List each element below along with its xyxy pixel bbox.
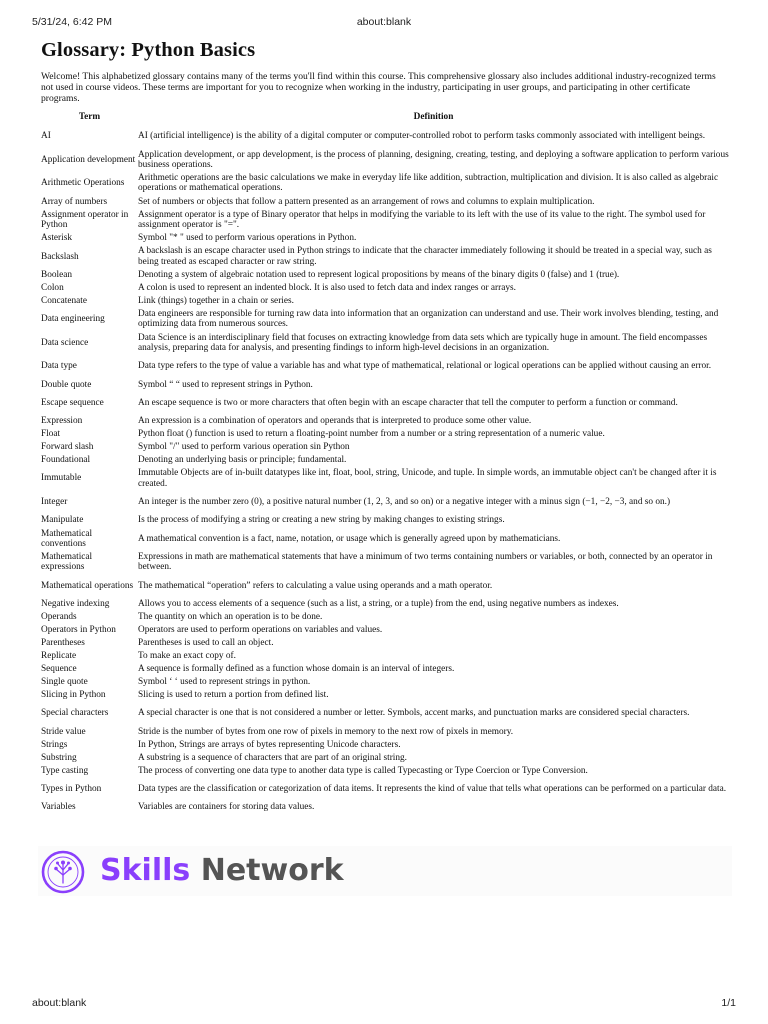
glossary-row bbox=[41, 611, 729, 624]
glossary-row bbox=[41, 637, 729, 650]
brand-name bbox=[100, 851, 344, 891]
glossary-term: Arithmetic Operations bbox=[41, 178, 125, 189]
glossary-definition: In Python, Strings are arrays of bytes representing Unicode characters. bbox=[138, 739, 401, 750]
glossary-term: Sequence bbox=[41, 664, 77, 675]
glossary-definition: An expression is a combination of operators and operands that is interpreted to produce some other value. bbox=[138, 416, 532, 427]
brand-word-skills: Skills bbox=[100, 853, 191, 888]
glossary-term: Replicate bbox=[41, 651, 77, 662]
glossary-definition: Allows you to access elements of a sequence (such as a list, a string, or a tuple) from the end, using negative numbers as indexes. bbox=[138, 599, 619, 610]
page-number: 1/1 bbox=[721, 997, 736, 1009]
glossary-term: Array of numbers bbox=[41, 196, 108, 207]
glossary-definition: Python float () function is used to return a floating-point number from a number or a string representation of a numeric value. bbox=[138, 429, 605, 440]
glossary-term: Stride value bbox=[41, 726, 86, 737]
glossary-term: Integer bbox=[41, 497, 68, 508]
glossary-term: Boolean bbox=[41, 269, 72, 280]
glossary-row bbox=[41, 124, 729, 148]
glossary-term: Mathematical expressions bbox=[41, 552, 93, 573]
glossary-term: Negative indexing bbox=[41, 599, 110, 610]
glossary-row bbox=[41, 208, 729, 232]
glossary-definition: The process of converting one data type to another data type is called Typecasting or Type Coercion or Type Conversion. bbox=[138, 765, 588, 776]
glossary-row bbox=[41, 454, 729, 467]
glossary-row bbox=[41, 751, 729, 764]
glossary-term: Special characters bbox=[41, 708, 109, 719]
glossary-term: Assignment operator in Python bbox=[41, 209, 129, 230]
glossary-definition: A substring is a sequence of characters that are part of an original string. bbox=[138, 752, 408, 763]
glossary-term: Manipulate bbox=[41, 515, 84, 526]
glossary-term: Application development bbox=[41, 154, 136, 165]
glossary-definition: An escape sequence is two or more characters that often begin with an escape character that tell the computer to perform a function or command. bbox=[138, 397, 678, 408]
glossary-definition: Is the process of modifying a string or creating a new string by making changes to existing strings. bbox=[138, 515, 505, 526]
glossary-row bbox=[41, 232, 729, 245]
glossary-definition: Assignment operator is a type of Binary operator that helps in modifying the variable to its left with the use of its value to the right. The symbol used for assignment operator is "=". bbox=[138, 209, 706, 230]
glossary-row bbox=[41, 777, 729, 801]
tree-circle-icon bbox=[41, 850, 85, 894]
glossary-definition: Symbol “ “ used to represent strings in Python. bbox=[138, 379, 313, 390]
glossary-term: Data type bbox=[41, 361, 77, 372]
glossary-term: Expression bbox=[41, 416, 83, 427]
glossary-definition: Data engineers are responsible for turning raw data into information that an organization can understand and use. Their work involves blending, testing, and optimizing data from numerous sources. bbox=[138, 309, 719, 330]
glossary-row bbox=[41, 195, 729, 208]
glossary-term: Asterisk bbox=[41, 233, 72, 244]
glossary-row bbox=[41, 268, 729, 281]
glossary-term: Data science bbox=[41, 337, 89, 348]
glossary-term: Substring bbox=[41, 752, 77, 763]
glossary-row bbox=[41, 514, 729, 527]
glossary-definition: A special character is one that is not considered a number or letter. Symbols, accent marks, and punctuation marks are considered special characters. bbox=[138, 708, 690, 719]
glossary-row bbox=[41, 331, 729, 355]
glossary-term: Concatenate bbox=[41, 295, 87, 306]
glossary-row bbox=[41, 725, 729, 738]
glossary-term: Mathematical operations bbox=[41, 580, 134, 591]
glossary-term: Operands bbox=[41, 612, 77, 623]
glossary-definition: Variables are containers for storing data values. bbox=[138, 802, 315, 813]
footer-url: about:blank bbox=[32, 997, 87, 1009]
print-footer bbox=[32, 997, 736, 1011]
glossary-definition: Symbol "/" used to perform various operation sin Python bbox=[138, 442, 350, 453]
definition-column-header: Definition bbox=[413, 112, 454, 123]
glossary-row bbox=[41, 391, 729, 415]
glossary-term: Variables bbox=[41, 802, 76, 813]
glossary-row bbox=[41, 624, 729, 637]
skills-network-logo bbox=[38, 846, 732, 896]
glossary-term: Slicing in Python bbox=[41, 690, 106, 701]
glossary-definition: Data type refers to the type of value a variable has and what type of mathematical, relational or logical operations can be applied without causing an error. bbox=[138, 361, 712, 372]
glossary-row bbox=[41, 650, 729, 663]
glossary-term: AI bbox=[41, 131, 51, 142]
glossary-row bbox=[41, 574, 729, 598]
glossary-definition: Data types are the classification or categorization of data items. It represents the kind of value that tells what operations can be performed on a particular data. bbox=[138, 784, 727, 795]
glossary-definition: Denoting a system of algebraic notation used to represent logical propositions by means of the binary digits 0 (false) and 1 (true). bbox=[138, 269, 620, 280]
glossary-term: Escape sequence bbox=[41, 397, 104, 408]
glossary-definition: A backslash is an escape character used in Python strings to indicate that the character immediately following it should be treated in a special way, such as being treated as escaped character or raw string. bbox=[138, 246, 712, 267]
term-column-header: Term bbox=[78, 112, 101, 123]
glossary-row bbox=[41, 702, 729, 726]
glossary-term: Operators in Python bbox=[41, 625, 116, 636]
glossary-row bbox=[41, 428, 729, 441]
brand-word-network: Network bbox=[200, 853, 344, 888]
glossary-term: Backslash bbox=[41, 251, 79, 262]
glossary-row bbox=[41, 738, 729, 751]
glossary-row bbox=[41, 801, 729, 814]
glossary-definition: The mathematical “operation” refers to calculating a value using operands and a math operator. bbox=[138, 580, 493, 591]
glossary-definition: Immutable Objects are of in-built datatypes like int, float, bool, string, Unicode, and tuple. In simple words, an immutable object can't be changed after it is created. bbox=[138, 468, 717, 489]
glossary-row bbox=[41, 294, 729, 307]
glossary-row bbox=[41, 441, 729, 454]
document-content bbox=[41, 38, 729, 814]
glossary-term: Immutable bbox=[41, 473, 82, 484]
glossary-term: Single quote bbox=[41, 677, 88, 688]
glossary-definition: Symbol "* " used to perform various operations in Python. bbox=[138, 233, 357, 244]
glossary-definition: Denoting an underlying basis or principle; fundamental. bbox=[138, 455, 347, 466]
glossary-row bbox=[41, 281, 729, 294]
print-datetime: 5/31/24, 6:42 PM bbox=[32, 16, 112, 28]
glossary-term: Strings bbox=[41, 739, 68, 750]
glossary-term: Float bbox=[41, 429, 61, 440]
glossary-definition: Slicing is used to return a portion from defined list. bbox=[138, 690, 329, 701]
glossary-term: Forward slash bbox=[41, 442, 94, 453]
glossary-definition: A colon is used to represent an indented block. It is also used to fetch data and index ranges or arrays. bbox=[138, 282, 516, 293]
glossary-term: Types in Python bbox=[41, 784, 102, 795]
glossary-term: Double quote bbox=[41, 379, 92, 390]
glossary-row bbox=[41, 490, 729, 514]
glossary-definition: A mathematical convention is a fact, name, notation, or usage which is generally agreed upon by mathematicians. bbox=[138, 533, 561, 544]
glossary-term: Type casting bbox=[41, 765, 89, 776]
glossary-header-row bbox=[41, 112, 729, 124]
glossary-definition: Application development, or app development, is the process of planning, designing, creating, testing, and deploying a software application to perform various business operations. bbox=[138, 149, 729, 170]
glossary-definition: Arithmetic operations are the basic calculations we make in everyday life like addition, subtraction, multiplication and division. It is also called as algebraic operations or mathematical operations. bbox=[138, 173, 719, 194]
glossary-row bbox=[41, 378, 729, 391]
glossary-row bbox=[41, 764, 729, 777]
glossary-term: Mathematical conventions bbox=[41, 528, 93, 549]
page-title: Glossary: Python Basics bbox=[41, 39, 256, 61]
glossary-row bbox=[41, 355, 729, 379]
glossary-row bbox=[41, 676, 729, 689]
glossary-definition: Data Science is an interdisciplinary field that focuses on extracting knowledge from data sets which are typically huge in amount. The field encompasses analysis, preparing data for analysis, and presenting findings to inform high-level decisions in an organization. bbox=[138, 332, 708, 353]
glossary-definition: Operators are used to perform operations on variables and values. bbox=[138, 625, 383, 636]
glossary-definition: The quantity on which an operation is to be done. bbox=[138, 612, 323, 623]
glossary-row bbox=[41, 172, 729, 196]
glossary-body bbox=[41, 124, 729, 814]
glossary-definition: Link (things) together in a chain or series. bbox=[138, 295, 294, 306]
glossary-row bbox=[41, 689, 729, 702]
glossary-definition: AI (artificial intelligence) is the ability of a digital computer or computer-controlled robot to perform tasks commonly associated with intelligent beings. bbox=[138, 131, 706, 142]
print-header bbox=[32, 16, 736, 30]
glossary-row bbox=[41, 467, 729, 491]
glossary-row bbox=[41, 245, 729, 269]
glossary-row bbox=[41, 551, 729, 575]
intro-paragraph: Welcome! This alphabetized glossary contains many of the terms you'll find within this course. This comprehensive glossary also includes additional industry-recognized terms not used in course videos. These terms are important for you to recognize when working in the industry, participating in user groups, and participating in other certificate programs. bbox=[41, 71, 716, 104]
glossary-row bbox=[41, 415, 729, 428]
glossary-definition: Symbol ‘ ‘ used to represent strings in python. bbox=[138, 677, 311, 688]
glossary-term: Colon bbox=[41, 282, 64, 293]
glossary-definition: Stride is the number of bytes from one row of pixels in memory to the next row of pixels in memory. bbox=[138, 726, 514, 737]
glossary-term: Data engineering bbox=[41, 314, 105, 325]
glossary-row bbox=[41, 527, 729, 551]
glossary-row bbox=[41, 598, 729, 611]
glossary-definition: Expressions in math are mathematical statements that have a minimum of two terms containing numbers or variables, or both, connected by an operator in between. bbox=[138, 552, 713, 573]
glossary-table bbox=[41, 112, 729, 814]
glossary-definition: Parentheses is used to call an object. bbox=[138, 638, 274, 649]
glossary-row bbox=[41, 307, 729, 331]
glossary-row bbox=[41, 663, 729, 676]
print-url: about:blank bbox=[356, 16, 412, 28]
glossary-term: Foundational bbox=[41, 455, 91, 466]
glossary-definition: A sequence is formally defined as a function whose domain is an interval of integers. bbox=[138, 664, 455, 675]
glossary-term: Parentheses bbox=[41, 638, 85, 649]
glossary-row bbox=[41, 148, 729, 172]
glossary-definition: An integer is the number zero (0), a positive natural number (1, 2, 3, and so on) or a negative integer with a minus sign (−1, −2, −3, and so on.) bbox=[138, 497, 671, 508]
glossary-definition: Set of numbers or objects that follow a pattern presented as an arrangement of rows and columns to explain multiplication. bbox=[138, 196, 595, 207]
glossary-definition: To make an exact copy of. bbox=[138, 651, 236, 662]
